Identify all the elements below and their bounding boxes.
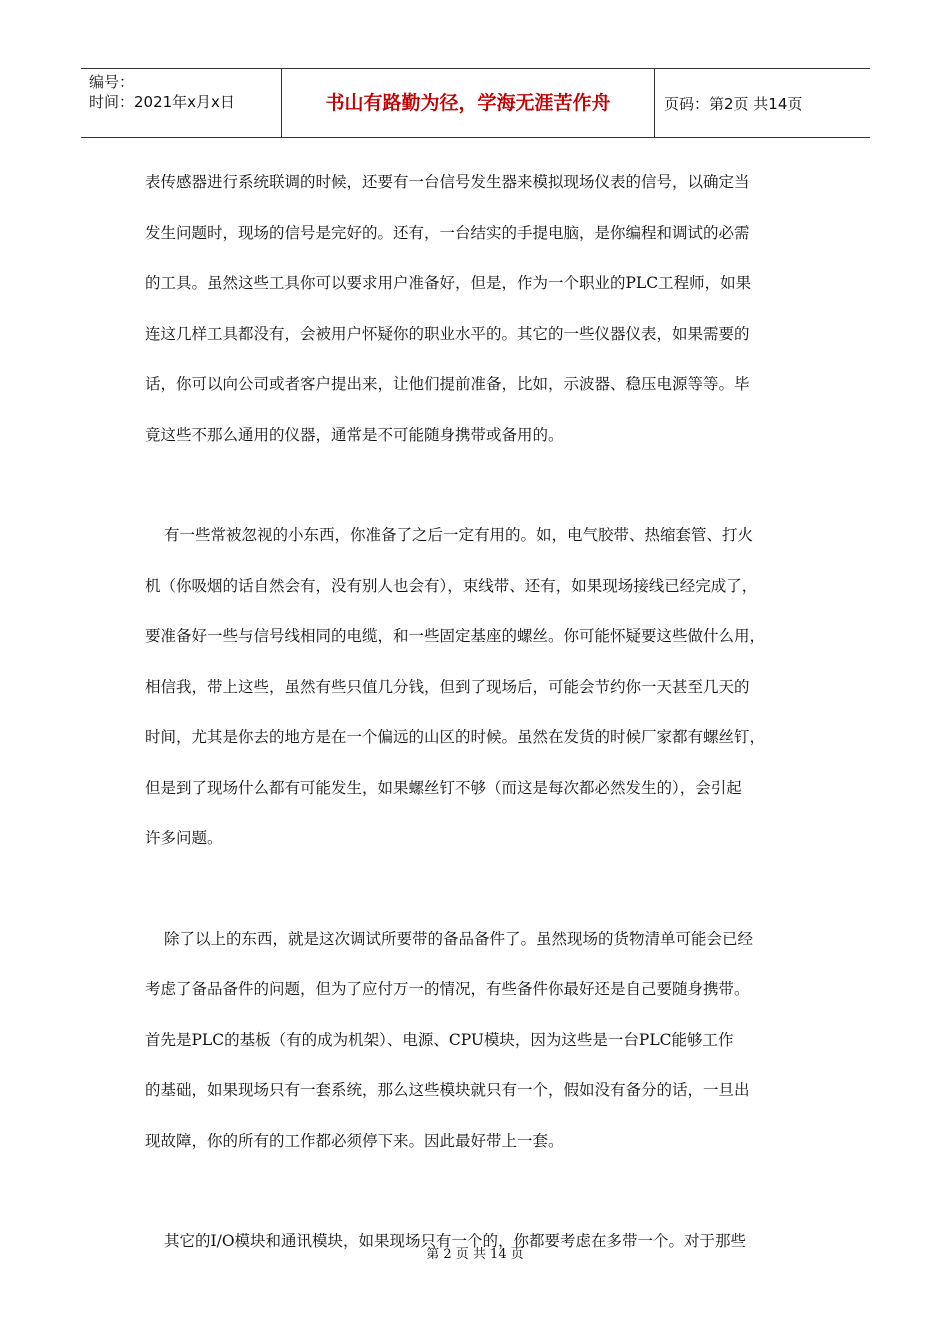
header-motto: 书山有路勤为径，学海无涯苦作舟	[282, 69, 655, 137]
text-line: 连这几样工具都没有，会被用户怀疑你的职业水平的。其它的一些仪器仪表，如果需要的	[145, 324, 750, 343]
text-line: 许多问题。	[145, 829, 223, 847]
text-line: 首先是PLC的基板（有的成为机架）、电源、CPU模块，因为这些是一台PLC能够工作	[145, 1030, 734, 1049]
text-line: 除了以上的东西，就是这次调试所要带的备品备件了。虽然现场的货物清单可能会已经	[164, 929, 754, 948]
time-label: 时间：2021年x月x日	[89, 93, 235, 111]
text-line: 时间，尤其是你去的地方是在一个偏远的山区的时候。虽然在发货的时候厂家都有螺丝钉，	[145, 728, 766, 746]
paragraph-3	[145, 914, 805, 1167]
document-header	[81, 68, 870, 138]
page-footer: 第 2 页 共 14 页	[426, 1247, 524, 1262]
text-line: 有一些常被忽视的小东西，你准备了之后一定有用的。如，电气胶带、热缩套管、打火	[164, 526, 754, 544]
text-line: 相信我，带上这些，虽然有些只值几分钱，但到了现场后，可能会节约你一天甚至几天的	[145, 677, 750, 696]
text-line: 现故障，你的所有的工作都必须停下来。因此最好带上一套。	[145, 1131, 564, 1150]
paragraph-1	[145, 157, 805, 460]
number-label: 编号：	[89, 73, 135, 91]
text-line: 竟这些不那么通用的仪器，通常是不可能随身携带或备用的。	[145, 425, 564, 444]
text-line: 要准备好一些与信号线相同的电缆，和一些固定基座的螺丝。你可能怀疑要这些做什么用，	[145, 627, 766, 645]
text-line: 考虑了备品备件的问题，但为了应付万一的情况，有些备件你最好还是自己要随身携带。	[145, 980, 750, 998]
text-line: 其它的I/O模块和通讯模块，如果现场只有一个的，你都要考虑在多带一个。对于那些	[164, 1232, 747, 1250]
text-line: 的基础，如果现场只有一套系统，那么这些模块就只有一个，假如没有备分的话，一旦出	[145, 1081, 750, 1099]
paragraph-2	[145, 510, 805, 864]
text-line: 但是到了现场什么都有可能发生，如果螺丝钉不够（而这是每次都必然发生的），会引起	[145, 778, 742, 797]
header-page-code: 页码：第2页 共14页	[664, 95, 803, 113]
text-line: 话，你可以向公司或者客户提出来，让他们提前准备，比如，示波器、稳压电源等等。毕	[145, 375, 750, 393]
header-info-cell	[81, 69, 282, 137]
text-line: 的工具。虽然这些工具你可以要求用户准备好，但是，作为一个职业的PLC工程师，如果	[145, 274, 752, 292]
text-line: 表传感器进行系统联调的时候，还要有一台信号发生器来模拟现场仪表的信号，以确定当	[145, 173, 750, 191]
document-body	[145, 157, 805, 1267]
text-line: 发生问题时，现场的信号是完好的。还有，一台结实的手提电脑，是你编程和调试的必需	[145, 223, 750, 242]
text-line: 机（你吸烟的话自然会有，没有别人也会有），束线带、还有，如果现场接线已经完成了，	[145, 576, 758, 595]
